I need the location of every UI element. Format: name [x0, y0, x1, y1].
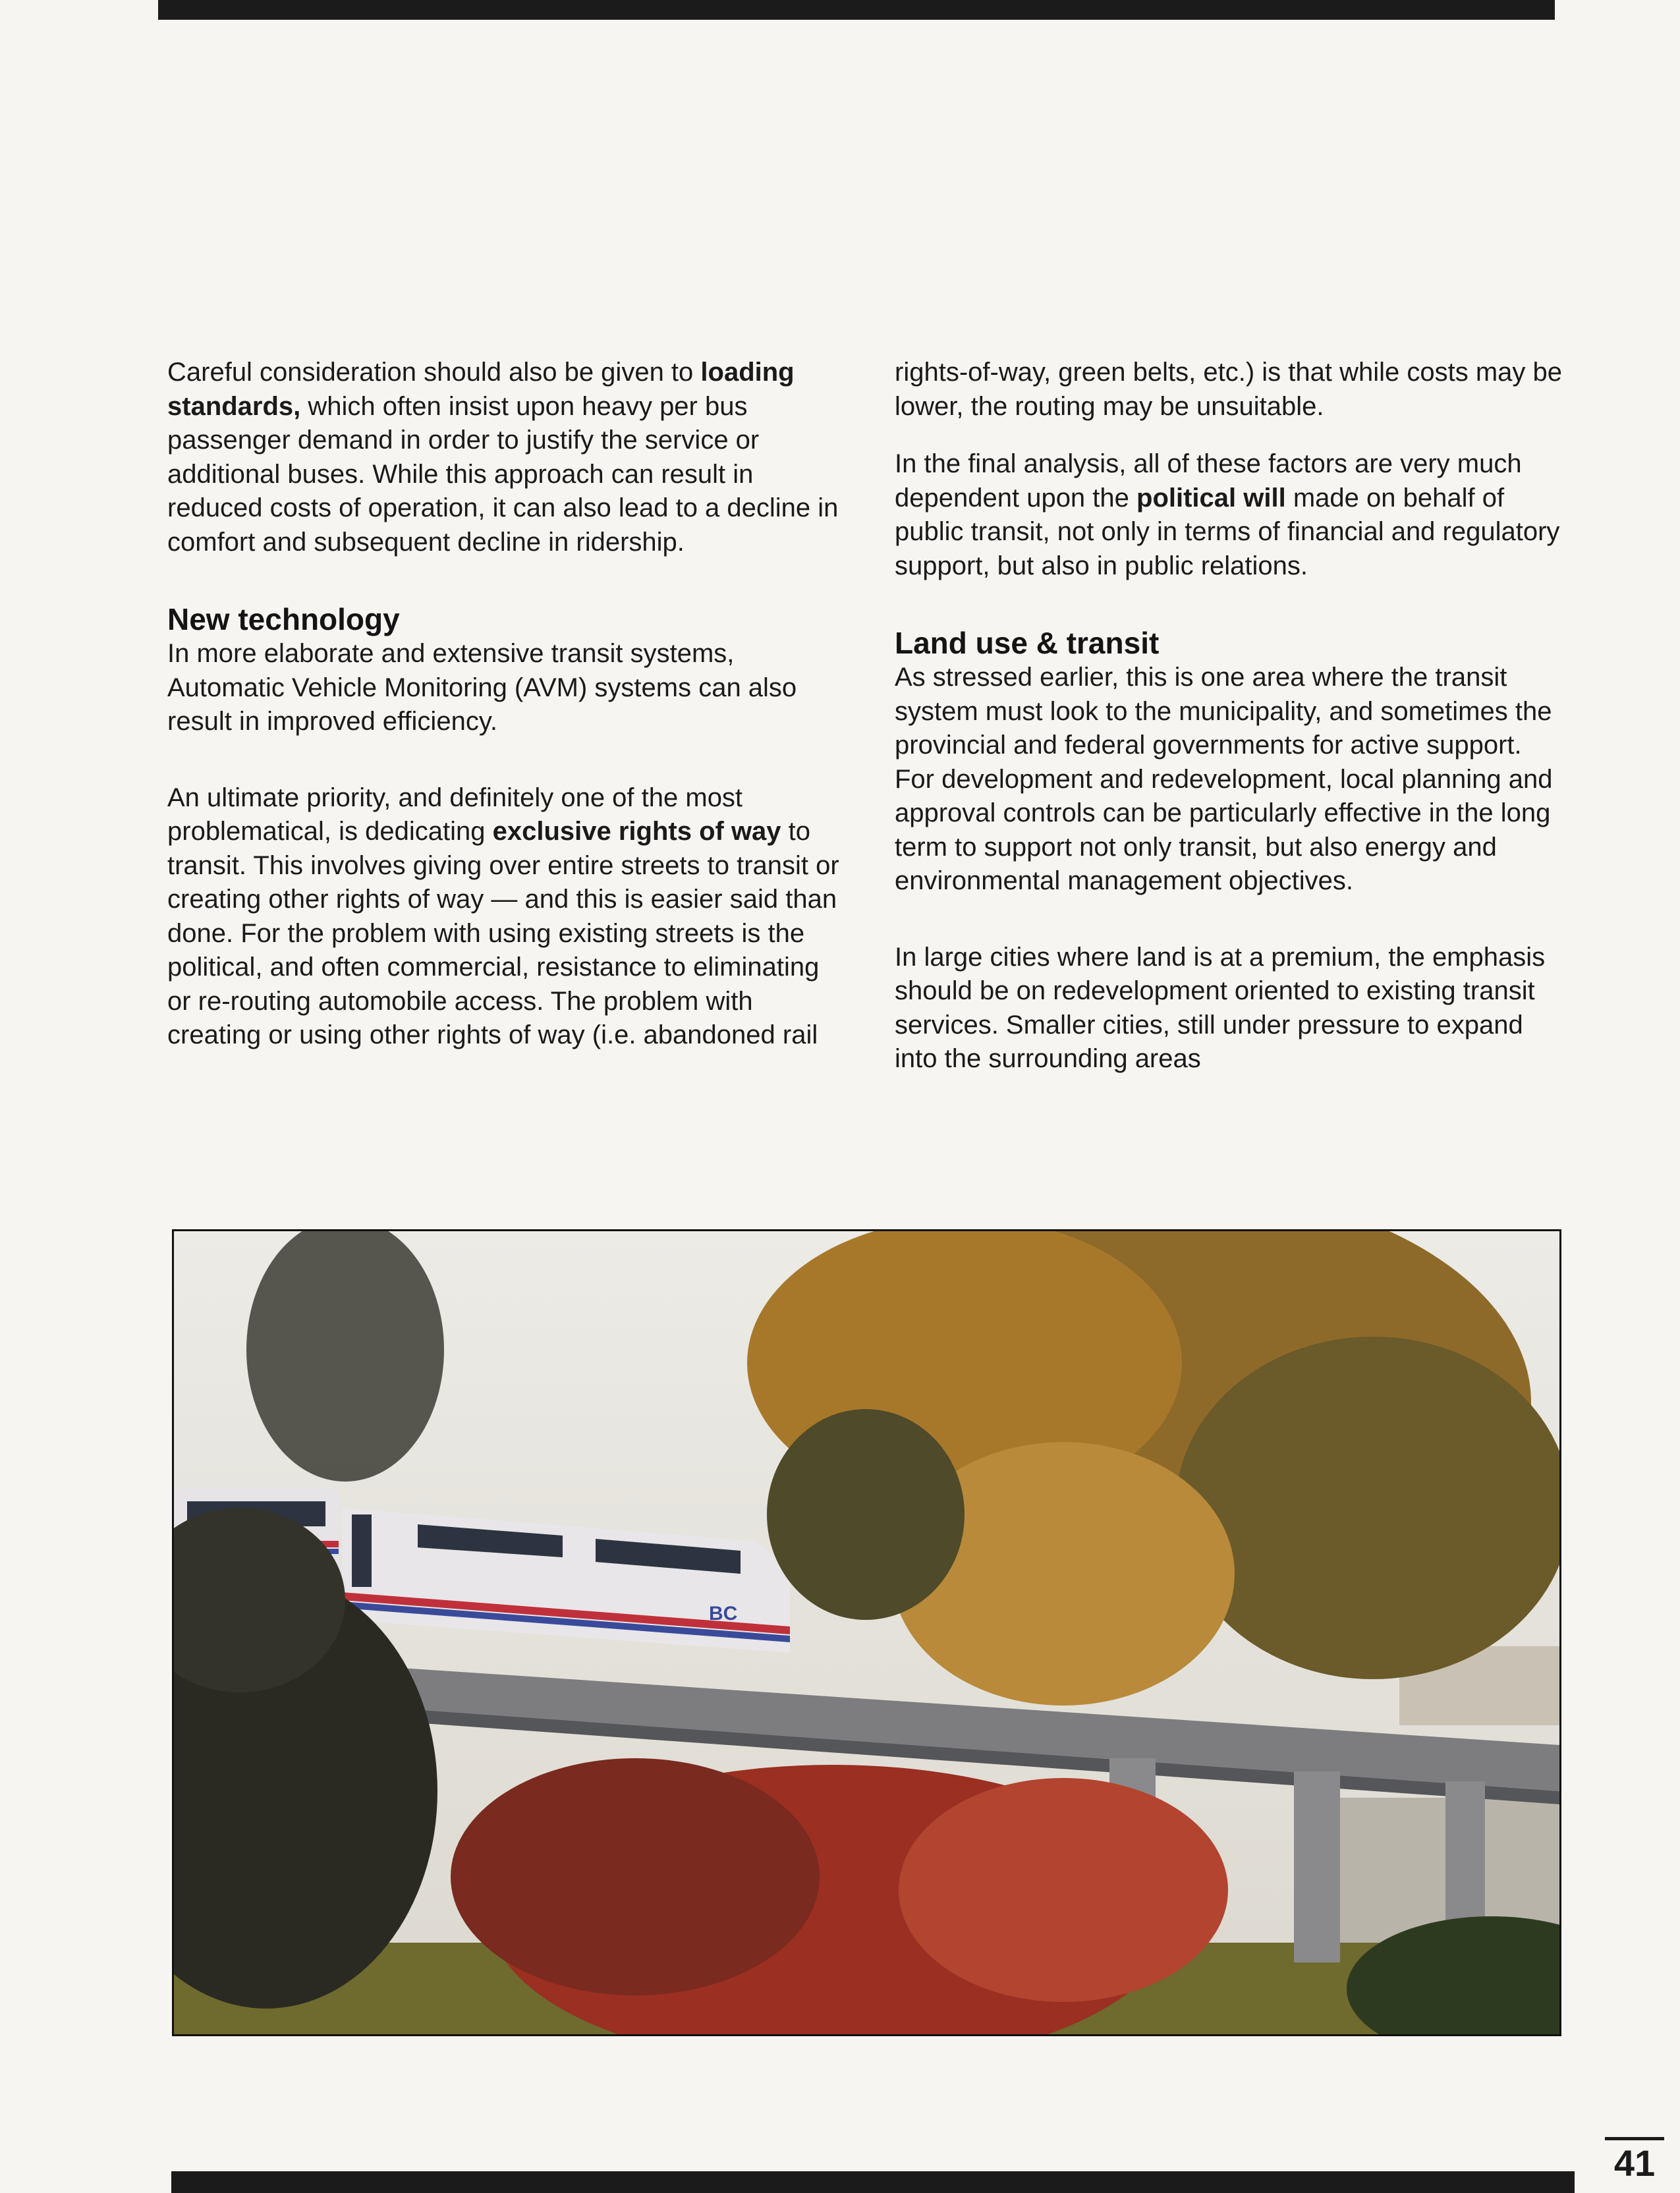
paragraph-political-will: In the final analysis, all of these factors are very much dependent upon the political will made on behalf of public transit, not only in terms of financial and regulatory support, but also in public relations. — [895, 449, 1560, 580]
bold-term: political will — [1136, 483, 1286, 513]
red-shrub — [451, 1758, 1228, 2034]
paragraph-rights-of-way: An ultimate priority, and definitely one of the most problematical, is dedicating exclusive rights of way to transit. This involves giving over entire streets to transit or creating other rights of way — and this is easier said than done. For the problem with using existing streets is the political, and often commercial, resistance to eliminating or re-routing automobile access. The problem with creating or using other rights of way (i.e. abandoned rail — [167, 783, 839, 1049]
skytrain-illustration — [174, 1231, 1559, 2034]
heading-new-technology: New technology — [167, 602, 400, 636]
heading-land-use-transit: Land use & transit — [895, 626, 1160, 660]
paragraph-avm: In more elaborate and extensive transit systems, Automatic Vehicle Monitoring (AVM) systems can also result in improved efficiency. — [167, 639, 797, 736]
right-column — [895, 356, 1567, 1076]
page-number-rule — [1605, 2137, 1664, 2140]
paragraph-municipality: As stressed earlier, this is one area where the transit system must look to the municipality, and sometimes the provincial and federal governments for active support. For development and redevelopment, local planning and approval controls can be particularly effective in the long term to support not only transit, but also energy and environmental management objectives. — [895, 663, 1553, 895]
bold-term: exclusive rights of way — [492, 817, 781, 846]
paragraph-large-cities: In large cities where land is at a premium, the emphasis should be on redevelopment oriented to existing transit services. Smaller cities, still under pressure to expand into the surrounding areas — [895, 942, 1546, 1073]
left-column — [167, 356, 839, 1053]
bottom-rule — [171, 2171, 1575, 2193]
guideway-column — [1294, 1771, 1340, 1962]
train-logo: BC — [709, 1603, 738, 1624]
skytrain-photo — [172, 1229, 1561, 2036]
paragraph-rights-of-way-cont: rights-of-way, green belts, etc.) is that while costs may be lower, the routing may be unsuitable. — [895, 358, 1562, 421]
bold-term: loading standards, — [167, 358, 795, 421]
top-rule — [158, 0, 1555, 20]
paragraph-loading-standards: Careful consideration should also be given to loading standards, which often insist upon heavy per bus passenger demand in order to justify the service or additional buses. While this approach can result in reduced costs of operation, it can also lead to a decline in comfort and subsequent decline in ridership. — [167, 358, 839, 557]
page-number: 41 — [1613, 2142, 1656, 2184]
